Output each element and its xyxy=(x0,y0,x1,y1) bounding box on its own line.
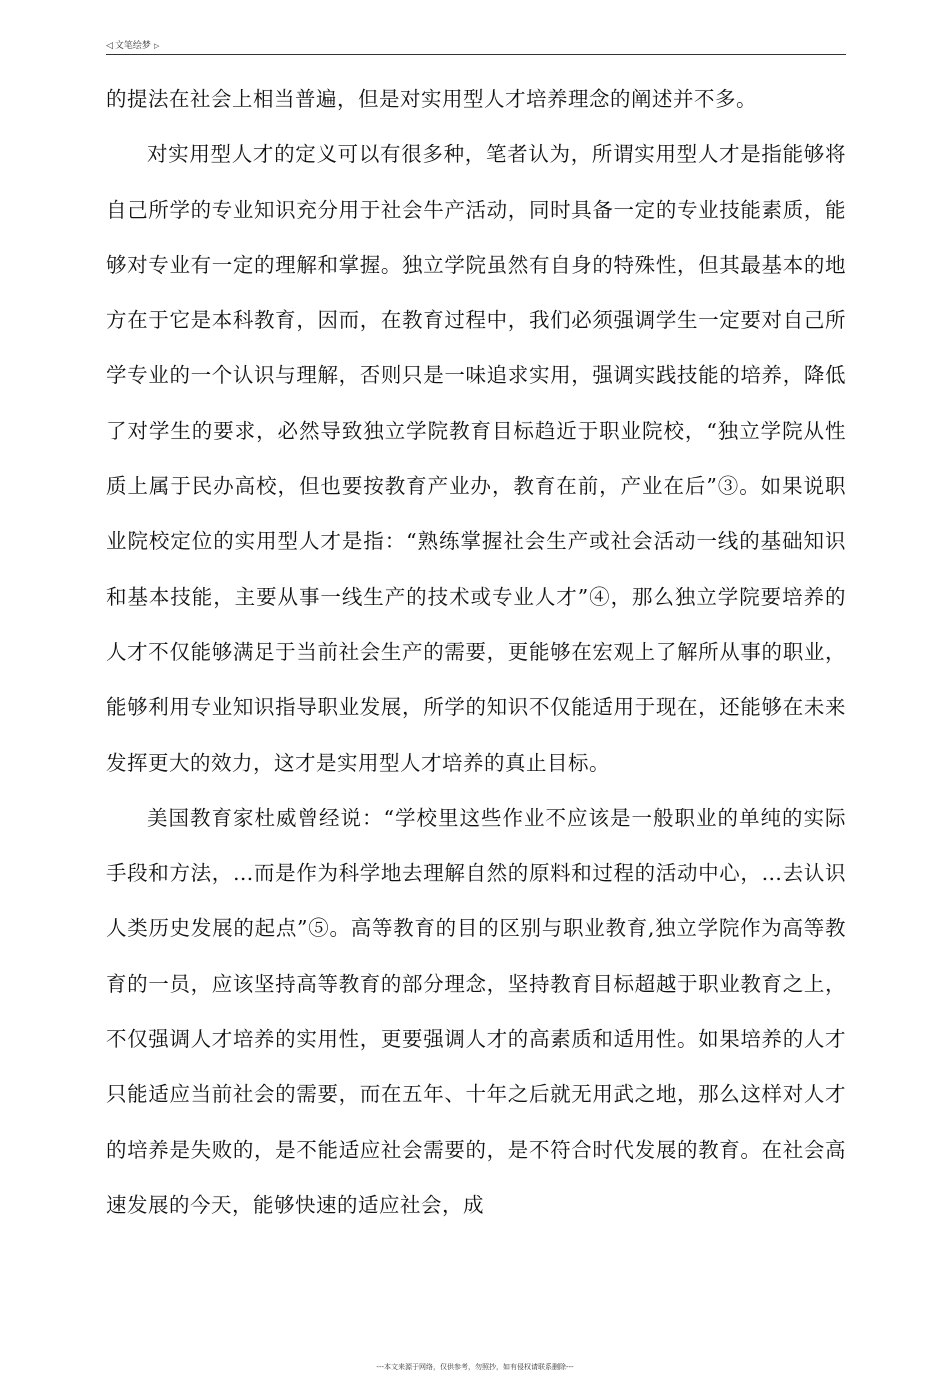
header-title: 文笔绘梦 xyxy=(114,41,151,51)
right-triangle-icon: ▷ xyxy=(153,42,160,50)
paragraph-1: 的提法在社会上相当普遍，但是对实用型人才培养理念的阐述并不多。 xyxy=(106,87,757,111)
left-triangle-icon: ◁ xyxy=(106,41,113,51)
paragraph-2: 对实用型人才的定义可以有很多种，笔者认为，所谓实用型人才是指能够将自己所学的专业知识充分用于社会牛产活动，同时具备一定的专业技能素质，能够对专业有一定的理解和掌握。独立学院虽然有自身的特殊性，但其最基本的地方在于它是本科教育，因而，在教育过程中，我们必须强调学生一定要对自己所学专业的一个认识与理解，否则只是一味追求实用，强调实践技能的培养，降低了对学生的要求，必然导致独立学院教育目标趋近于职业院校，“独立学院从性质上属于民办高校，但也要按教育产业办，教育在前，产业在后”③。如果说职业院校定位的实用型人才是指：“熟练掌握社会生产或社会活动一线的基础知识和基本技能，主要从事一线生产的技术或专业人才”④，那么独立学院要培养的人才不仅能够满足于当前社会生产的需要，更能够在宏观上了解所从事的职业，能够利用专业知识指导职业发展，所学的知识不仅能适用于现在，还能够在未来发挥更大的效力，这才是实用型人才培养的真止目标。 xyxy=(106,142,846,775)
page-footer: ---本文来源于网络，仅供参考，勿照抄，如有侵权请联系删除--- xyxy=(376,1363,574,1371)
document-body xyxy=(106,72,846,1233)
page-header xyxy=(106,40,846,55)
paragraph-3: 美国教育家杜威曾经说：“学校里这些作业不应该是一般职业的单纯的实际手段和方法，…而是作为科学地去理解自然的原料和过程的活动中心，…去认识人类历史发展的起点”⑤。高等教育的目的区别与职业教育,独立学院作为高等教育的一员，应该坚持高等教育的部分理念，坚持教育目标超越于职业教育之上，不仅强调人才培养的实用性，更要强调人才的高素质和适用性。如果培养的人才只能适应当前社会的需要，而在五年、十年之后就无用武之地，那么这样对人才的培养是失败的，是不能适应社会需要的，是不符合时代发展的教育。在社会高速发展的今天，能够快速的适应社会，成 xyxy=(106,805,846,1217)
